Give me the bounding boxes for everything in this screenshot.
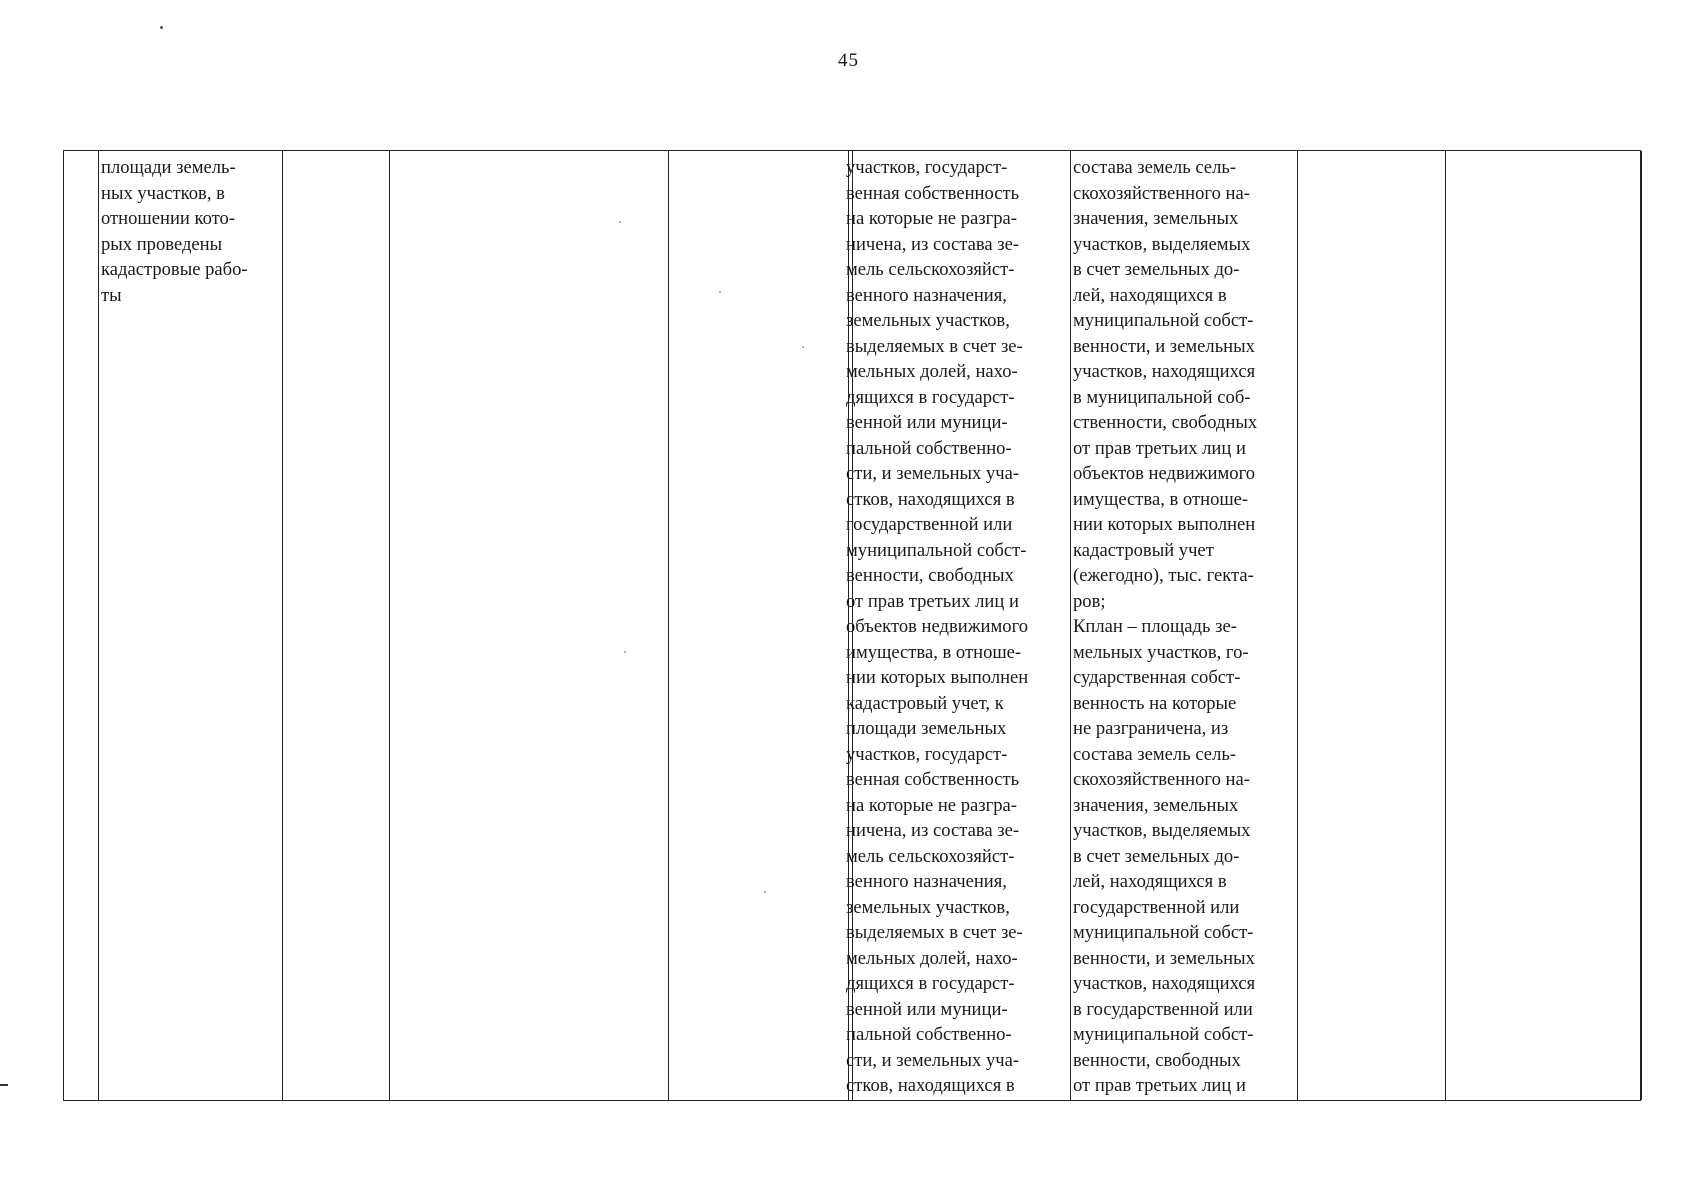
scan-speck	[619, 221, 621, 223]
scan-speck	[802, 346, 804, 348]
column-2-text: площади земель- ных участков, в отношении кото- рых проведены кадастровые рабо- ты	[101, 157, 248, 306]
table-column-1	[64, 151, 99, 1100]
margin-mark	[0, 1084, 8, 1086]
column-8-text: состава земель сель- скохозяйственного на- значения, земельных участков, выделяемых в счет земельных до- лей, находящихся в муниципальной собст- венности, и земельных участков, находящихся в муниципальной соб- ственности, свободных от прав третьих лиц и объектов недвижимого имущества, в отноше- нии которых выполнен кадастровый учет (ежегодно), тыс. гекта- ров; Кплан – площадь зе- мельных участков, го- сударственная собст- венность на которые не разграничена, из состава земель сель- скохозяйственного на- значения, земельных участков, выделяемых в счет земельных до- лей, находящихся в государственной или муниципальной собст- венности, и земельных участков, находящихся в государственной или муниципальной собст- венности, свободных от прав третьих лиц и	[1073, 157, 1258, 1096]
table-column-2	[99, 151, 283, 1100]
table-column-3	[283, 151, 390, 1100]
table-column-10	[1446, 151, 1642, 1100]
column-7-text: участков, государст- венная собственность на которые не разгра- ничена, из состава зе- мель сельскохозяйст- венного назначения, земельных участков, выделяемых в счет зе- мельных долей, нахо- дящихся в государст- венной или муници- пальной собственно- сти, и земельных уча- стков, находящихся в государственной или муниципальной собст- венности, свободных от прав третьих лиц и объектов недвижимого имущества, в отноше- нии которых выполнен кадастровый учет, к площади земельных участков, государст- венная собственность на которые не разгра- ничена, из состава зе- мель сельскохозяйст- венного назначения, земельных участков, выделяемых в счет зе- мельных долей, нахо- дящихся в государст- венной или муници- пальной собственно- сти, и земельных уча- стков, находящихся в	[846, 157, 1029, 1096]
table-column-5	[669, 151, 849, 1100]
scan-speck	[719, 291, 721, 293]
table-column-9	[1298, 151, 1446, 1100]
scan-speck	[160, 26, 163, 29]
table-column-4	[390, 151, 669, 1100]
table-column-8	[1071, 151, 1298, 1100]
scan-speck	[764, 891, 766, 893]
document-table	[63, 150, 1641, 1101]
table-column-7	[844, 151, 1071, 1100]
scan-speck	[624, 651, 626, 653]
page-number: 45	[838, 50, 859, 71]
